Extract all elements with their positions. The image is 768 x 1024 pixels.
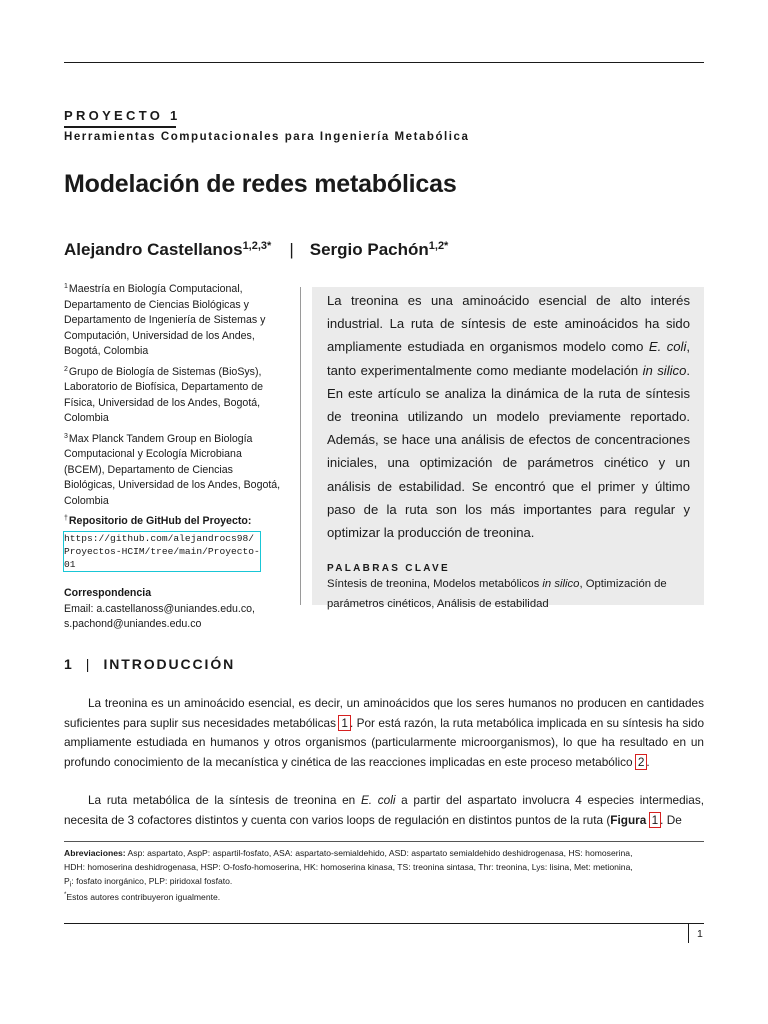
affiliation-number: 1 bbox=[64, 283, 68, 290]
abbreviations-text: Asp: aspartato, AspP: aspartil-fosfato, ASA: aspartato-semialdehido, ASD: aspartato semialdehido deshidrogenasa, HS: homoserina, HDH: homoserina deshidrogenasa, HSP: O-fosfo-homoserina, HK: homoserina kinasa, TS: treonina sintasa, Thr: treonina, Lys: lisina, Met: metionina, P bbox=[64, 848, 633, 887]
footnote-rule bbox=[64, 841, 704, 842]
affiliation bbox=[64, 365, 284, 427]
citation-link[interactable]: 2 bbox=[637, 754, 645, 769]
repository-link-line: Proyectos-HCIM/tree/main/Proyecto- bbox=[64, 545, 260, 557]
repository-link-line: 01 bbox=[64, 558, 76, 570]
abbreviations-label: Abreviaciones: bbox=[64, 848, 126, 858]
body-segment: a partir del aspartato involucra 4 especies intermedias, necesita de 3 cofactores distintos y cuenta con varios loops de regulación en distintos puntos de la ruta ( bbox=[64, 793, 704, 827]
abstract-box bbox=[312, 287, 704, 610]
keywords-text bbox=[327, 575, 690, 614]
bottom-rule bbox=[64, 923, 704, 924]
project-label: PROYECTO 1 bbox=[64, 108, 181, 123]
abstract-in-silico: in silico bbox=[642, 362, 687, 378]
author-separator: | bbox=[289, 240, 294, 259]
affiliations-column bbox=[64, 282, 284, 633]
body-segment: La treonina es un aminoácido esencial, es decir, un aminoácidos que los seres humanos no producen en cantidades suficientes para suplir sus necesidades metabólicas bbox=[64, 696, 704, 730]
affiliation-text: Grupo de Biología de Sistemas (BioSys), Laboratorio de Biofísica, Departamento de Física, Universidad de los Andes, Bogotá, Colombia bbox=[64, 365, 264, 424]
correspondence-heading: Correspondencia bbox=[64, 587, 152, 599]
body-organism: E. coli bbox=[360, 793, 396, 808]
repository-link-line: https://github.com/alejandrocs98/ bbox=[64, 532, 254, 544]
abstract-organism: E. coli bbox=[648, 339, 687, 355]
author-affiliation-marks: 1,2,3* bbox=[242, 240, 272, 252]
author-line bbox=[64, 240, 448, 260]
section-heading bbox=[64, 656, 235, 672]
repository-link[interactable] bbox=[64, 532, 260, 571]
section-title: INTRODUCCIÓN bbox=[103, 656, 236, 672]
body-paragraph bbox=[64, 791, 704, 830]
figure-label: Figura bbox=[610, 812, 647, 827]
affiliation bbox=[64, 282, 284, 360]
repository-label: Repositorio de GitHub del Proyecto: bbox=[68, 515, 252, 527]
affiliation-number: 3 bbox=[64, 432, 68, 440]
keywords-heading: PALABRAS CLAVE bbox=[327, 563, 450, 575]
body-paragraph bbox=[64, 694, 704, 772]
body-segment: La ruta metabólica de la síntesis de treonina en bbox=[88, 793, 361, 808]
body-segment: . Por está razón, la ruta metabólica implicada en su síntesis ha sido ampliamente estudiada en humanos y otros organismos (particularmente microorganismos), lo que ha resultado en un profundo conocimiento de la mecanística y cinética de las reacciones implicadas en este proceso metabólico bbox=[64, 715, 705, 769]
project-subtitle: Herramientas Computacionales para Ingeniería Metabólica bbox=[64, 131, 470, 143]
affiliation bbox=[64, 432, 284, 510]
keywords-italic: in silico bbox=[542, 578, 580, 591]
project-underline bbox=[64, 126, 176, 128]
keywords-segment: Síntesis de treonina, Modelos metabólicos bbox=[327, 578, 543, 591]
affiliation-text: Max Planck Tandem Group en Biología Computacional y Ecología Microbiana (BCEM), Departamento de Ciencias Biológicas, Universidad de los Andes, Bogotá, Colombia bbox=[64, 432, 281, 507]
abstract-segment: , tanto experimentalmente como mediante modelación bbox=[327, 339, 690, 378]
correspondence-email: Email: a.castellanoss@uniandes.edu.co, bbox=[64, 602, 255, 615]
abstract-segment: . En este artículo se analiza la dinámica de la ruta de síntesis de treonina utilizando un modelo previamente reportado. Además, se hace una análisis de efectos de concentraciones iniciales, una optimización de parámetros cinético y un análisis de estabilidad. Se encontró que el primer y último paso de la ruta son los más importantes para regular y optimizar la producción de treonina. bbox=[327, 362, 690, 541]
repository-note bbox=[64, 514, 284, 572]
affiliation-text: Maestría en Biología Computacional, Departamento de Ciencias Biológicas y Departamento de Ingeniería de Sistemas y Computación, Universidad de los Andes, Bogotá, Colombia bbox=[64, 283, 266, 357]
footnote bbox=[64, 892, 220, 902]
body-text bbox=[64, 694, 704, 831]
dagger-mark: † bbox=[64, 515, 68, 522]
abbreviations bbox=[64, 846, 644, 892]
affiliation-number: 2 bbox=[64, 365, 68, 373]
page-number: 1 bbox=[697, 928, 703, 940]
citation-link[interactable]: 1 bbox=[341, 715, 348, 730]
abbreviations-subscript: i bbox=[69, 881, 72, 890]
body-segment: . De bbox=[660, 812, 682, 827]
correspondence-email: s.pachond@uniandes.edu.co bbox=[64, 618, 202, 630]
section-number: 1 bbox=[64, 656, 72, 672]
section-separator: | bbox=[85, 656, 90, 672]
figure-link[interactable]: 1 bbox=[651, 812, 659, 827]
abstract-text bbox=[327, 289, 690, 544]
paper-title: Modelación de redes metabólicas bbox=[64, 170, 457, 198]
keywords-segment: , Optimización de parámetros cinéticos, Análisis de estabilidad bbox=[327, 578, 667, 610]
abbreviations-text: : fosfato inorgánico, PLP: piridoxal fosfato. bbox=[71, 876, 233, 887]
top-rule bbox=[64, 62, 704, 63]
footnote-text: Estos autores contribuyeron igualmente. bbox=[66, 892, 221, 902]
author-affiliation-marks: 1,2* bbox=[428, 240, 449, 252]
page-number-bar bbox=[688, 924, 689, 943]
author-name: Alejandro Castellanos bbox=[64, 240, 243, 259]
footnote-mark: * bbox=[64, 892, 67, 898]
abstract-segment: La treonina es una aminoácido esencial de alto interés industrial. La ruta de síntesis de este aminoácidos ha sido ampliamente estudiada en organismos modelo como bbox=[327, 293, 690, 355]
abstract-side-bar bbox=[300, 287, 301, 605]
author-name: Sergio Pachón bbox=[309, 240, 429, 259]
body-segment: . bbox=[646, 754, 650, 769]
